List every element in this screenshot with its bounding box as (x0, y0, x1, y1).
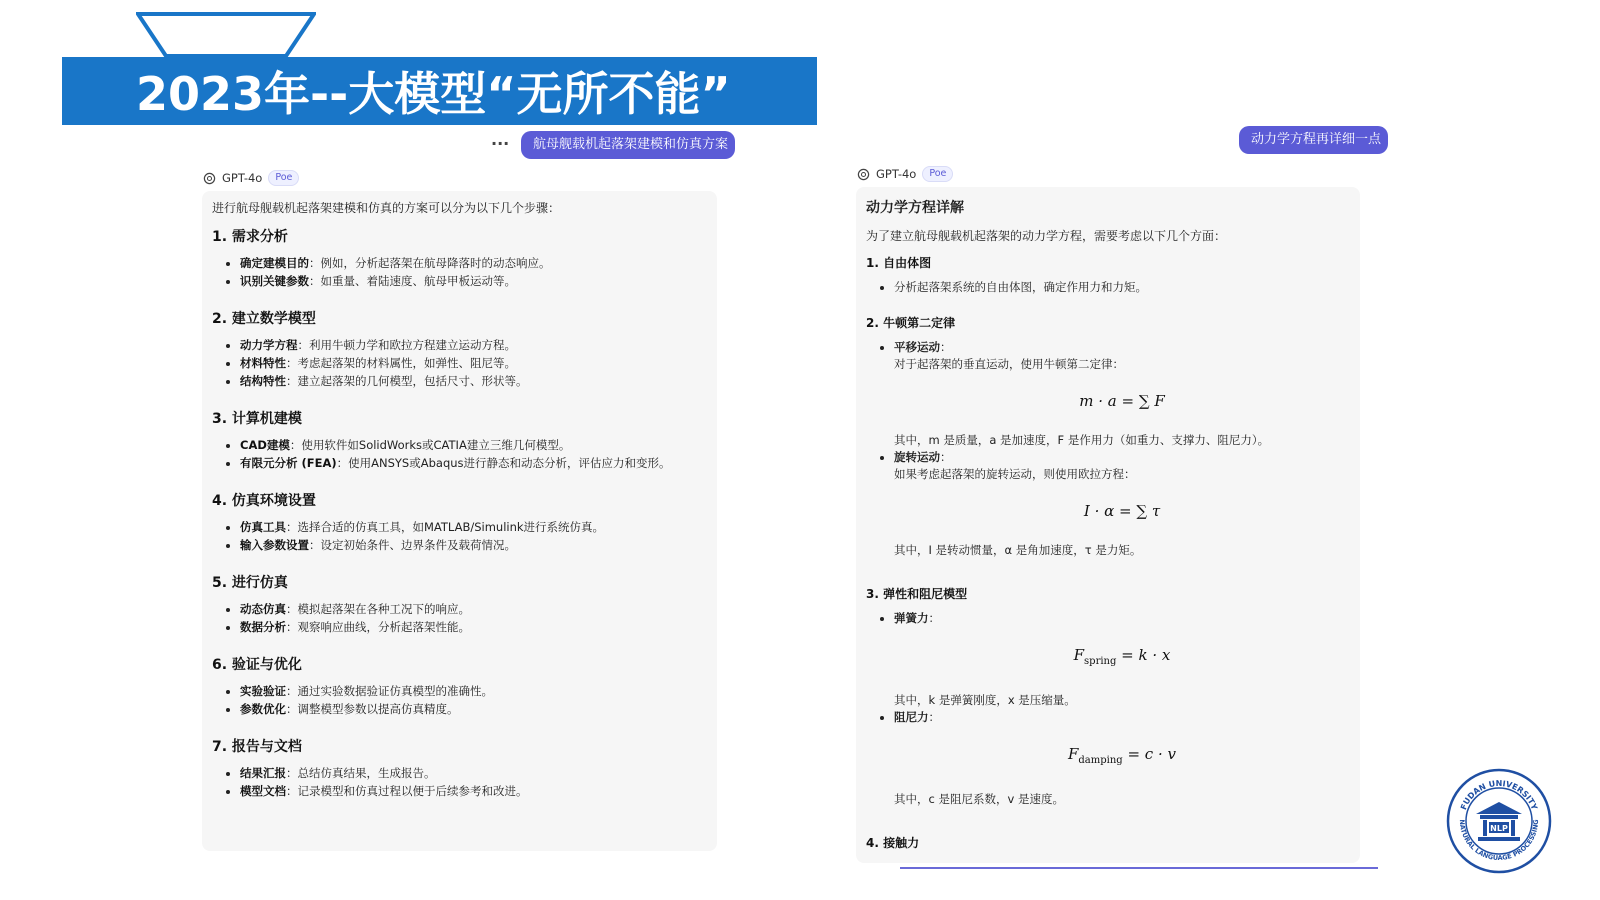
section-heading: 4. 仿真环境设置 (212, 493, 316, 509)
list-item-label: 数据分析 (240, 620, 286, 634)
left-bot-header (203, 170, 299, 186)
section-heading: 1. 需求分析 (212, 229, 288, 245)
list-item-label: 参数优化 (240, 702, 286, 716)
list-item-label: 输入参数设置 (240, 538, 309, 552)
right-response-intro: 为了建立航母舰载机起落架的动力学方程，需要考虑以下几个方面： (866, 229, 1227, 243)
list-item (894, 449, 1350, 559)
equation-damper (894, 746, 1350, 769)
right-user-message: 动力学方程再详细一点 (1239, 126, 1388, 154)
spring-eq-lhs: F (1073, 646, 1085, 664)
spring-eq-sub: spring (1084, 656, 1117, 667)
rotation-colon: ： (940, 450, 952, 464)
translation-colon: ： (940, 340, 952, 354)
list-item-label: 模型文档 (240, 784, 286, 798)
list-item (240, 272, 707, 290)
right-bot-response (856, 187, 1360, 863)
list-item: • 分析起落架系统的自由体图，确定作用力和力矩。 (894, 279, 1350, 296)
translation-text: 对于起落架的垂直运动，使用牛顿第二定律： (894, 357, 1124, 371)
openai-logo-icon (857, 168, 870, 181)
section-list (212, 682, 707, 718)
svg-text:FUDAN UNIVERSITY: FUDAN UNIVERSITY (1459, 778, 1539, 812)
list-item (240, 454, 707, 472)
svg-text:NATURAL LANGUAGE PROCESSING: NATURAL LANGUAGE PROCESSING (1457, 819, 1541, 863)
list-item-text: ：例如，分析起落架在航母降落时的动态响应。 (309, 256, 551, 270)
section-list (212, 254, 707, 290)
list-item-text: ：总结仿真结果，生成报告。 (286, 766, 436, 780)
list-item (240, 354, 707, 372)
list-item (240, 436, 707, 454)
damper-eq-lhs: F (1067, 745, 1079, 763)
section-heading: 2. 建立数学模型 (212, 311, 316, 327)
list-item-label: CAD建模 (240, 438, 290, 452)
section-free-body: 1. 自由体图 (866, 256, 932, 270)
section-newton: 2. 牛顿第二定律 (866, 316, 956, 330)
rotation-label: 旋转运动 (894, 450, 940, 464)
list-item-label: 仿真工具 (240, 520, 286, 534)
damper-note: 其中，c 是阻尼系数，v 是速度。 (894, 792, 1064, 806)
list-item (240, 372, 707, 390)
section-heading: 5. 进行仿真 (212, 575, 288, 591)
list-item-text: ：记录模型和仿真过程以便于后续参考和改进。 (286, 784, 528, 798)
list-item-text: ：利用牛顿力学和欧拉方程建立运动方程。 (297, 338, 516, 352)
section-heading: 3. 计算机建模 (212, 411, 302, 427)
list-item-label: 有限元分析 (FEA) (240, 456, 337, 470)
list-item (240, 618, 707, 636)
list-item (240, 336, 707, 354)
section-list (212, 436, 707, 472)
equation-euler-text: I · α = ∑ τ (1083, 502, 1161, 520)
divider-line (900, 867, 1378, 869)
list-item-text: ：选择合适的仿真工具，如MATLAB/Simulink进行系统仿真。 (286, 520, 605, 534)
left-bot-badge: Poe (268, 170, 299, 186)
equation-spring (894, 647, 1350, 670)
list-item-text: ：使用ANSYS或Abaqus进行静态和动态分析，评估应力和变形。 (336, 456, 671, 470)
more-options-icon[interactable]: ··· (491, 134, 510, 153)
list-item-text: ：使用软件如SolidWorks或CATIA建立三维几何模型。 (289, 438, 571, 452)
rotation-text: 如果考虑起落架的旋转运动，则使用欧拉方程： (894, 467, 1136, 481)
list-item-text: ：考虑起落架的材料属性，如弹性、阻尼等。 (286, 356, 516, 370)
section-list (212, 518, 707, 554)
right-bot-badge: Poe (922, 166, 953, 182)
list-item (240, 536, 707, 554)
openai-logo-icon (203, 172, 216, 185)
list-item-text: ：设定初始条件、边界条件及载荷情况。 (309, 538, 516, 552)
list-item-label: 识别关键参数 (240, 274, 309, 288)
fudan-nlp-logo (1446, 768, 1552, 874)
list-item-label: 实验验证 (240, 684, 286, 698)
section-heading: 6. 验证与优化 (212, 657, 302, 673)
spring-note: 其中，k 是弹簧刚度，x 是压缩量。 (894, 693, 1076, 707)
spring-label: 弹簧力 (894, 611, 929, 625)
newton-list (866, 339, 1350, 559)
translation-label: 平移运动 (894, 340, 940, 354)
list-item (240, 682, 707, 700)
section-list (212, 764, 707, 800)
free-body-list (866, 279, 1350, 296)
equation-newton (894, 393, 1350, 410)
left-bot-name: GPT-4o (222, 171, 263, 185)
slide-title: 2023年--大模型“无所不能” (136, 67, 731, 121)
list-item-text: ：如重量、着陆速度、航母甲板运动等。 (309, 274, 516, 288)
section-list (212, 600, 707, 636)
list-item-text: ：通过实验数据验证仿真模型的准确性。 (286, 684, 493, 698)
list-item-label: 确定建模目的 (240, 256, 309, 270)
spring-colon: ： (928, 611, 940, 625)
list-item-text: ：建立起落架的几何模型，包括尺寸、形状等。 (286, 374, 528, 388)
equation-euler (894, 503, 1350, 520)
left-user-message: 航母舰载机起落架建模和仿真方案 (521, 131, 735, 159)
left-response-intro: 进行航母舰载机起落架建模和仿真的方案可以分为以下几个步骤： (212, 201, 561, 215)
list-item-label: 结构特性 (240, 374, 286, 388)
right-bot-name: GPT-4o (876, 167, 917, 181)
translation-note: 其中，m 是质量，a 是加速度，F 是作用力（如重力、支撑力、阻尼力）。 (894, 433, 1270, 447)
list-item (894, 709, 1350, 808)
damper-eq-rhs: = c · v (1122, 745, 1176, 763)
list-item (240, 600, 707, 618)
damper-eq-sub: damping (1078, 755, 1123, 766)
list-item-label: 材料特性 (240, 356, 286, 370)
section-elastic-damping: 3. 弹性和阻尼模型 (866, 587, 968, 601)
list-item (240, 254, 707, 272)
right-response-heading: 动力学方程详解 (866, 200, 964, 216)
elastic-damping-list (866, 610, 1350, 808)
list-item-label: 动态仿真 (240, 602, 286, 616)
list-item-text: ：观察响应曲线，分析起落架性能。 (286, 620, 470, 634)
left-response-sections (212, 226, 707, 800)
equation-newton-text: m · a = ∑ F (1079, 392, 1165, 410)
slide-title-bar (62, 57, 817, 125)
section-list (212, 336, 707, 390)
list-item (894, 339, 1350, 449)
spring-eq-rhs: = k · x (1116, 646, 1171, 664)
list-item (240, 782, 707, 800)
title-trapezoid-decoration (136, 12, 316, 58)
damper-label: 阻尼力 (894, 710, 929, 724)
list-item (240, 518, 707, 536)
left-bot-response (202, 191, 717, 851)
section-heading: 7. 报告与文档 (212, 739, 302, 755)
list-item-text: ：模拟起落架在各种工况下的响应。 (286, 602, 470, 616)
list-item (894, 610, 1350, 709)
list-item-label: 动力学方程 (240, 338, 298, 352)
list-item-text: ：调整模型参数以提高仿真精度。 (286, 702, 459, 716)
rotation-note: 其中，I 是转动惯量，α 是角加速度，τ 是力矩。 (894, 543, 1142, 557)
list-item (240, 700, 707, 718)
right-bot-header (857, 166, 953, 182)
section-contact-force: 4. 接触力 (866, 836, 920, 850)
list-item-label: 结果汇报 (240, 766, 286, 780)
damper-colon: ： (928, 710, 940, 724)
svg-text:NLP: NLP (1490, 824, 1508, 833)
list-item (240, 764, 707, 782)
